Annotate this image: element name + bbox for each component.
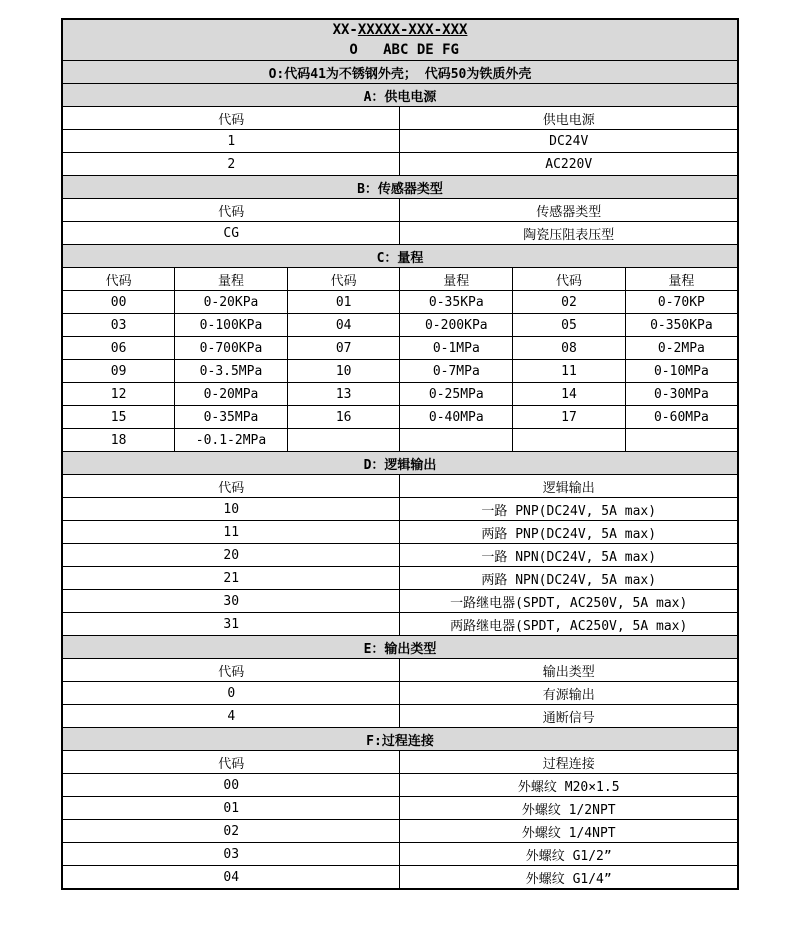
table-row [62,498,738,521]
column-header-cell: 传感器类型 [400,199,738,222]
column-header-cell: 过程连接 [400,751,738,774]
code-cell: 06 [62,337,175,360]
table-row [62,429,738,452]
value-cell: 一路 NPN(DC24V, 5A max) [400,544,738,567]
column-header-cell: 供电电源 [400,107,738,130]
code-cell: 15 [62,406,175,429]
table-row [62,820,738,843]
table-row [62,544,738,567]
column-header-cell: 代码 [62,475,400,498]
code-cell: 1 [62,130,400,153]
value-cell: 两路 PNP(DC24V, 5A max) [400,521,738,544]
column-header-cell: 代码 [513,268,626,291]
code-cell: 03 [62,843,400,866]
table-row [62,337,738,360]
code-cell: 01 [287,291,400,314]
code-cell: 11 [62,521,400,544]
ordering-code-table [61,18,739,890]
section-title-F: F:过程连接 [62,728,738,751]
table-row [62,866,738,890]
value-cell: 一路 PNP(DC24V, 5A max) [400,498,738,521]
code-cell: 01 [62,797,400,820]
code-cell: 10 [287,360,400,383]
table-row [62,843,738,866]
value-cell: 0-35KPa [400,291,513,314]
model-position-letters: O ABC DE FG [340,42,459,58]
code-cell: 05 [513,314,626,337]
code-cell: 11 [513,360,626,383]
section-header-row-B [62,176,738,199]
value-cell: 外螺纹 G1/4” [400,866,738,890]
code-cell: 14 [513,383,626,406]
column-header-row [62,751,738,774]
table-row [62,521,738,544]
value-cell: 0-10MPa [625,360,738,383]
column-header-row [62,199,738,222]
value-cell: -0.1-2MPa [175,429,288,452]
column-header-cell: 代码 [62,107,400,130]
column-header-cell: 量程 [175,268,288,291]
table-row [62,590,738,613]
code-cell: 16 [287,406,400,429]
value-cell: 两路 NPN(DC24V, 5A max) [400,567,738,590]
column-header-row [62,268,738,291]
code-cell: 4 [62,705,400,728]
code-cell: 07 [287,337,400,360]
table-row [62,705,738,728]
value-cell: 0-40MPa [400,406,513,429]
value-cell: 0-30MPa [625,383,738,406]
value-cell [625,429,738,452]
code-cell: 20 [62,544,400,567]
value-cell: AC220V [400,153,738,176]
value-cell: 两路继电器(SPDT, AC250V, 5A max) [400,613,738,636]
model-number-block [62,19,738,61]
table-row [62,314,738,337]
code-cell: 04 [62,866,400,890]
value-cell: 0-2MPa [625,337,738,360]
column-header-cell: 代码 [287,268,400,291]
value-cell: 0-7MPa [400,360,513,383]
value-cell: 0-20MPa [175,383,288,406]
value-cell: 外螺纹 M20×1.5 [400,774,738,797]
value-cell: 通断信号 [400,705,738,728]
column-header-row [62,475,738,498]
value-cell: 有源输出 [400,682,738,705]
code-cell: 21 [62,567,400,590]
section-header-row-D [62,452,738,475]
code-cell: 04 [287,314,400,337]
value-cell: 一路继电器(SPDT, AC250V, 5A max) [400,590,738,613]
code-cell: CG [62,222,400,245]
model-number [63,20,737,40]
table-row [62,774,738,797]
column-header-cell: 代码 [62,268,175,291]
value-cell: 外螺纹 1/2NPT [400,797,738,820]
spec-sheet [61,18,739,890]
section-title-D: D：逻辑输出 [62,452,738,475]
table-row [62,613,738,636]
code-cell: 08 [513,337,626,360]
table-row [62,153,738,176]
section-header-row-E [62,636,738,659]
table-row [62,360,738,383]
code-cell: 00 [62,774,400,797]
column-header-cell: 逻辑输出 [400,475,738,498]
value-cell: 0-700KPa [175,337,288,360]
value-cell: 0-100KPa [175,314,288,337]
value-cell: 0-20KPa [175,291,288,314]
section-title-B: B：传感器类型 [62,176,738,199]
column-header-cell: 代码 [62,659,400,682]
code-cell: 12 [62,383,175,406]
code-cell: 03 [62,314,175,337]
table-row [62,383,738,406]
code-cell: 0 [62,682,400,705]
table-row [62,682,738,705]
model-prefix: XX- [332,22,358,38]
section-title-C: C：量程 [62,245,738,268]
value-cell: 0-350KPa [625,314,738,337]
section-header-row-C [62,245,738,268]
value-cell: 0-70KP [625,291,738,314]
value-cell: 外螺纹 G1/2” [400,843,738,866]
column-header-row [62,107,738,130]
code-cell: 02 [513,291,626,314]
value-cell: 陶瓷压阻表压型 [400,222,738,245]
code-cell: 10 [62,498,400,521]
column-header-cell: 输出类型 [400,659,738,682]
column-header-cell: 量程 [625,268,738,291]
value-cell: 0-25MPa [400,383,513,406]
table-row [62,222,738,245]
code-cell: 17 [513,406,626,429]
value-cell: 0-1MPa [400,337,513,360]
model-underlined: XXXXX-XXX-XXX [357,22,468,38]
column-header-cell: 代码 [62,751,400,774]
table-row [62,567,738,590]
value-cell: DC24V [400,130,738,153]
value-cell: 0-35MPa [175,406,288,429]
table-row [62,130,738,153]
code-cell: 2 [62,153,400,176]
housing-note: O:代码41为不锈钢外壳； 代码50为铁质外壳 [62,61,738,84]
code-cell: 02 [62,820,400,843]
value-cell [400,429,513,452]
section-header-row-F [62,728,738,751]
code-cell: 30 [62,590,400,613]
code-cell [513,429,626,452]
value-cell: 外螺纹 1/4NPT [400,820,738,843]
code-cell: 13 [287,383,400,406]
value-cell: 0-60MPa [625,406,738,429]
table-row [62,291,738,314]
column-header-cell: 代码 [62,199,400,222]
section-title-E: E：输出类型 [62,636,738,659]
code-cell: 31 [62,613,400,636]
note-row [62,61,738,84]
code-cell: 18 [62,429,175,452]
model-number-row [62,19,738,61]
section-header-row-A [62,84,738,107]
code-cell: 09 [62,360,175,383]
table-row [62,797,738,820]
table-row [62,406,738,429]
code-cell: 00 [62,291,175,314]
value-cell: 0-3.5MPa [175,360,288,383]
value-cell: 0-200KPa [400,314,513,337]
section-title-A: A：供电电源 [62,84,738,107]
column-header-cell: 量程 [400,268,513,291]
column-header-row [62,659,738,682]
code-cell [287,429,400,452]
